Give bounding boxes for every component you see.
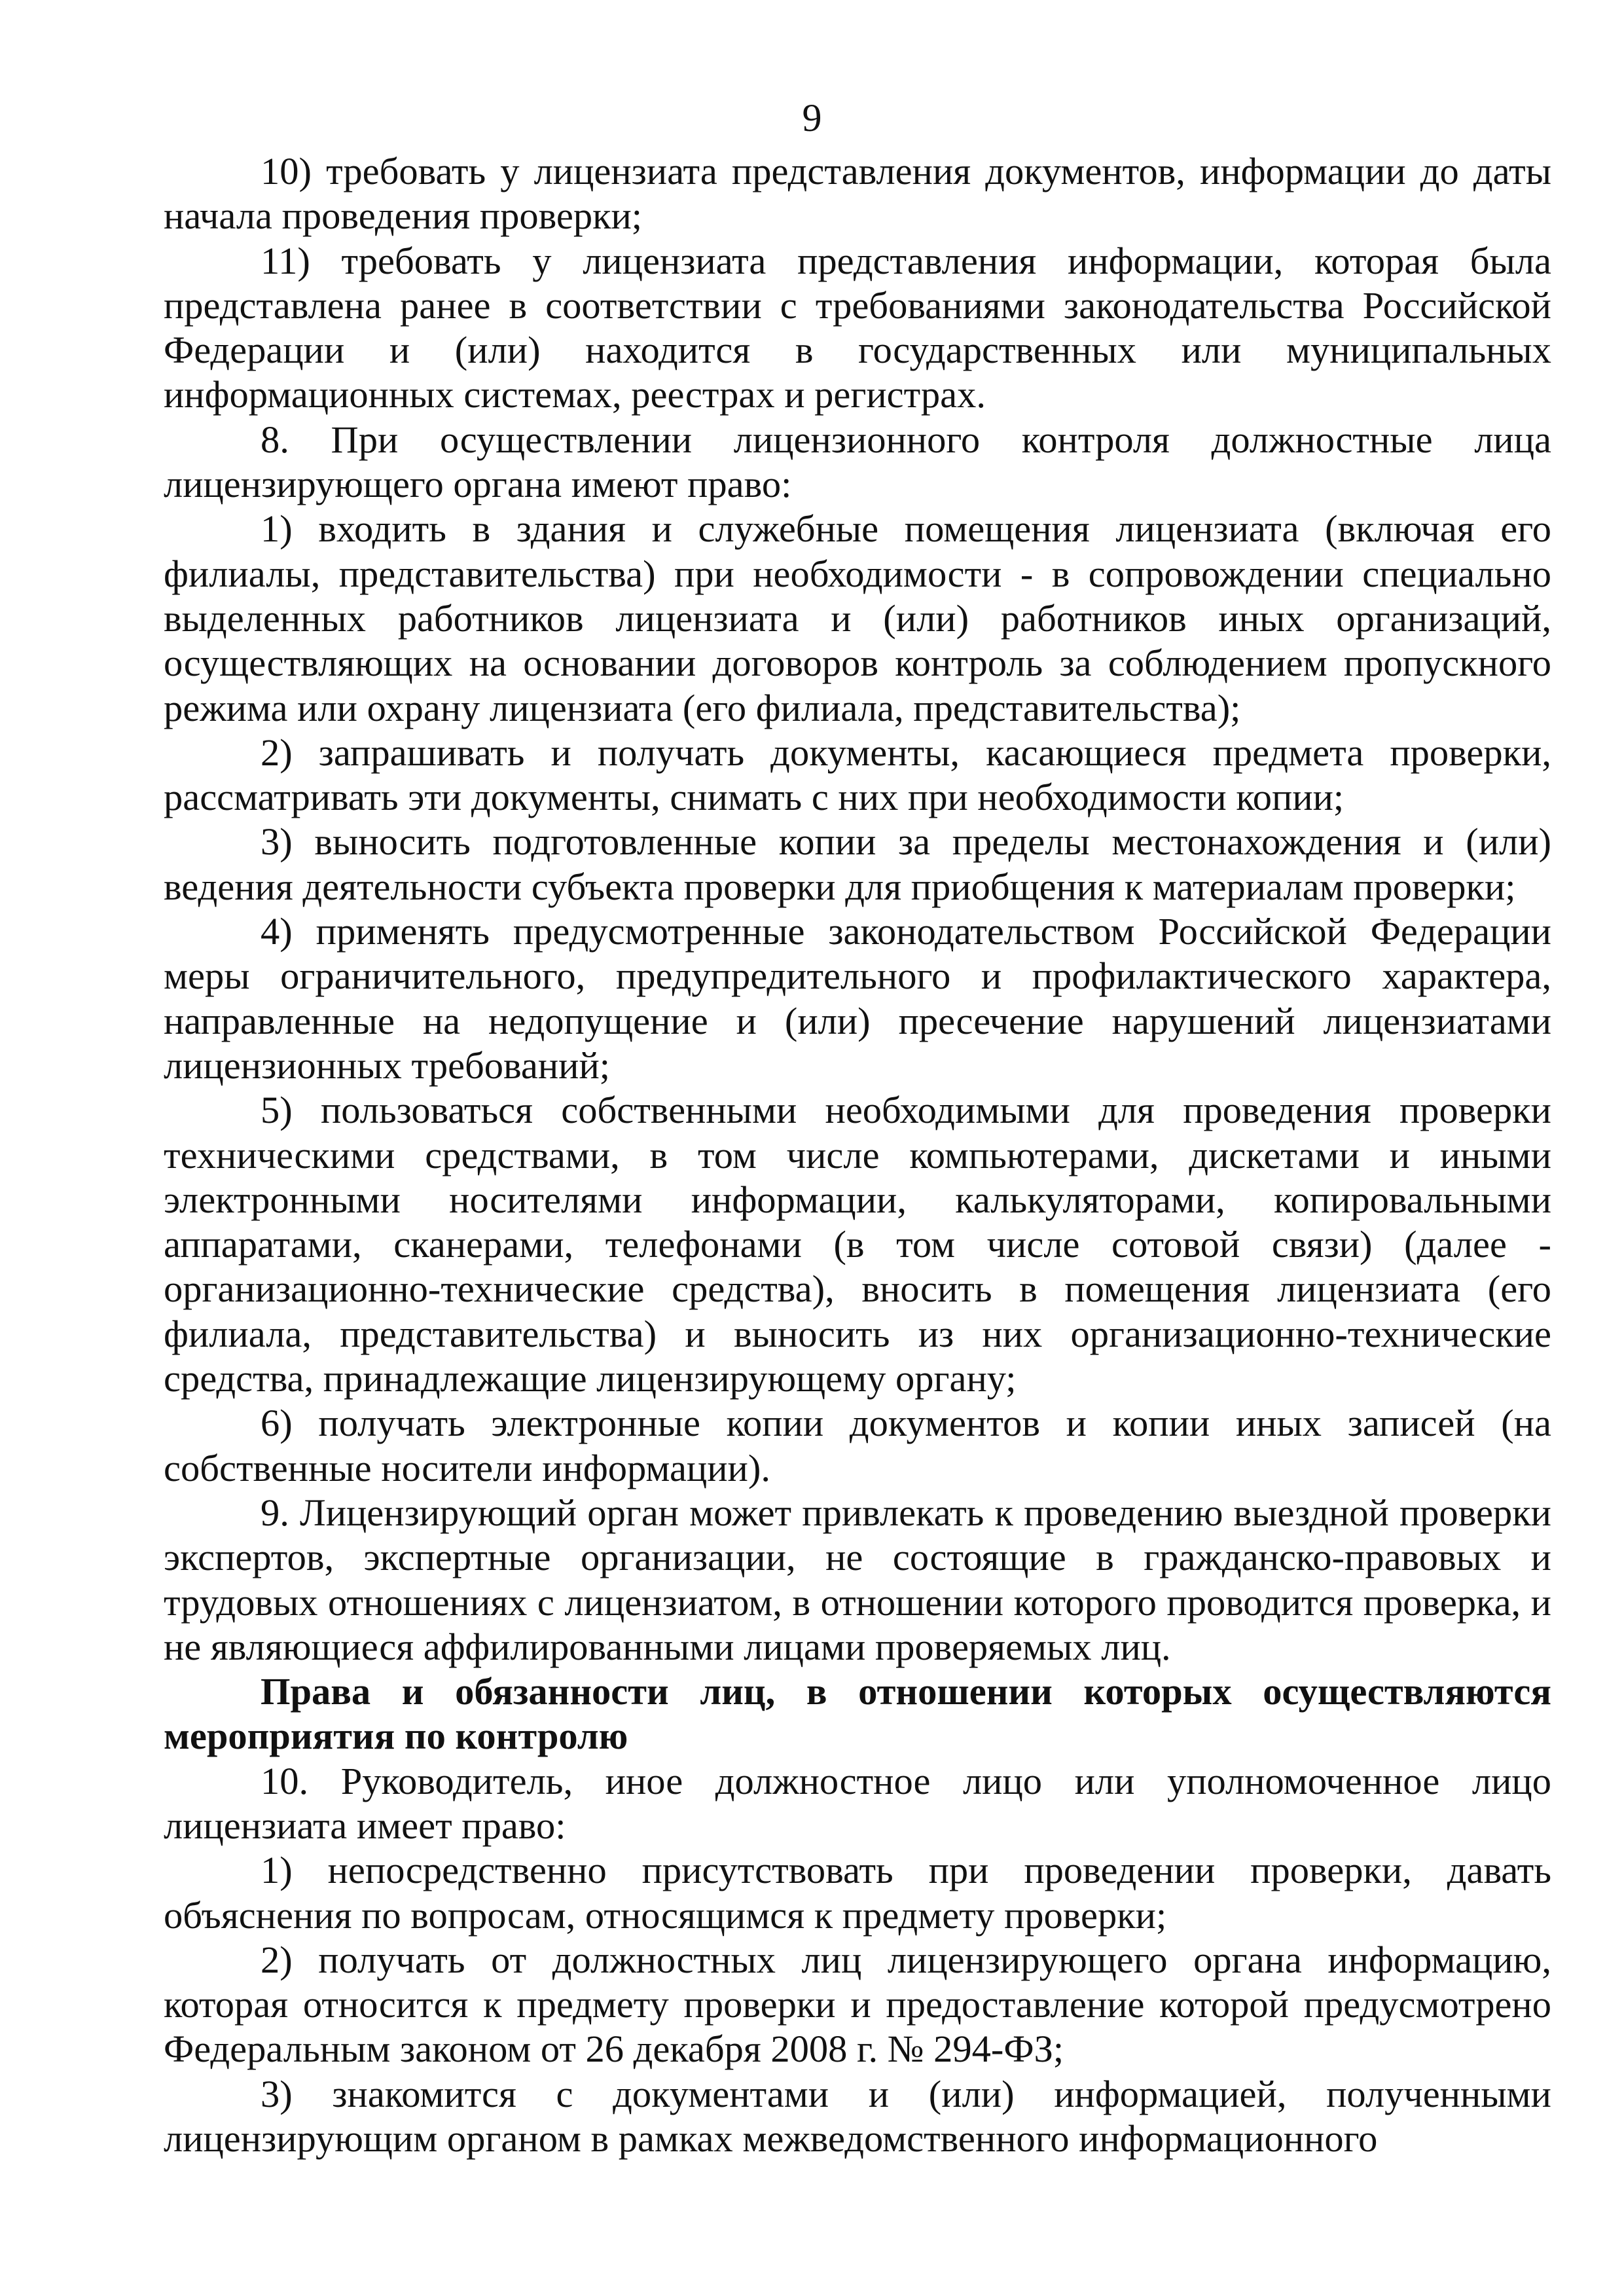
section-heading: Права и обязанности лиц, в отношении которых осуществляются мероприятия по контролю: [164, 1670, 1551, 1758]
paragraph-right-1: 1) входить в здания и служебные помещения лицензиата (включая его филиалы, представительства) при необходимости - в сопровождении специально выделенных работников лицензиата и (или) работников иных организаций, осуществляющих на основании договоров контроль за соблюдением пропускного режима или охрану лицензиата (его филиала, представительства);: [164, 507, 1551, 729]
document-body: [164, 149, 1551, 2161]
paragraph-right-4: 4) применять предусмотренные законодательством Российской Федерации меры ограничительного, предупредительного и профилактического характера, направленные на недопущение и (или) пресечение нарушений лицензиатами лицензионных требований;: [164, 910, 1551, 1087]
paragraph-entitlement-1: 1) непосредственно присутствовать при проведении проверки, давать объяснения по вопросам, относящимся к предмету проверки;: [164, 1849, 1551, 1937]
paragraph-section-9: 9. Лицензирующий орган может привлекать к проведению выездной проверки экспертов, экспертные организации, не состоящие в гражданско-правовых и трудовых отношениях с лицензиатом, в отношении которого проводится проверка, и не являющиеся аффилированными лицами проверяемых лиц.: [164, 1491, 1551, 1668]
paragraph-right-2: 2) запрашивать и получать документы, касающиеся предмета проверки, рассматривать эти документы, снимать с них при необходимости копии;: [164, 731, 1551, 819]
paragraph-entitlement-2: 2) получать от должностных лиц лицензирующего органа информацию, которая относится к предмету проверки и предоставление которой предусмотрено Федеральным законом от 26 декабря 2008 г. № 294-ФЗ;: [164, 1938, 1551, 2071]
page-number: 9: [802, 96, 822, 139]
paragraph-right-5: 5) пользоваться собственными необходимыми для проведения проверки техническими средствами, в том числе компьютерами, дискетами и иными электронными носителями информации, калькуляторами, копировальными аппаратами, сканерами, телефонами (в том числе сотовой связи) (далее - организационно-технические средства), вносить в помещения лицензиата (его филиала, представительства) и выносить из них организационно-технические средства, принадлежащие лицензирующему органу;: [164, 1089, 1551, 1400]
paragraph-item-11: 11) требовать у лицензиата представления информации, которая была представлена ранее в соответствии с требованиями законодательства Российской Федерации и (или) находится в государственных или муниципальных информационных системах, реестрах и регистрах.: [164, 239, 1551, 416]
paragraph-right-3: 3) выносить подготовленные копии за пределы местонахождения и (или) ведения деятельности субъекта проверки для приобщения к материалам проверки;: [164, 820, 1551, 908]
paragraph-item-10: 10) требовать у лицензиата представления документов, информации до даты начала проведения проверки;: [164, 150, 1551, 238]
paragraph-right-6: 6) получать электронные копии документов и копии иных записей (на собственные носители информации).: [164, 1402, 1551, 1489]
paragraph-entitlement-3: 3) знакомится с документами и (или) информацией, полученными лицензирующим органом в рамках межведомственного информационного: [164, 2072, 1551, 2160]
paragraph-section-8: 8. При осуществлении лицензионного контроля должностные лица лицензирующего органа имеют право:: [164, 418, 1551, 506]
paragraph-section-10: 10. Руководитель, иное должностное лицо или уполномоченное лицо лицензиата имеет право:: [164, 1759, 1551, 1847]
